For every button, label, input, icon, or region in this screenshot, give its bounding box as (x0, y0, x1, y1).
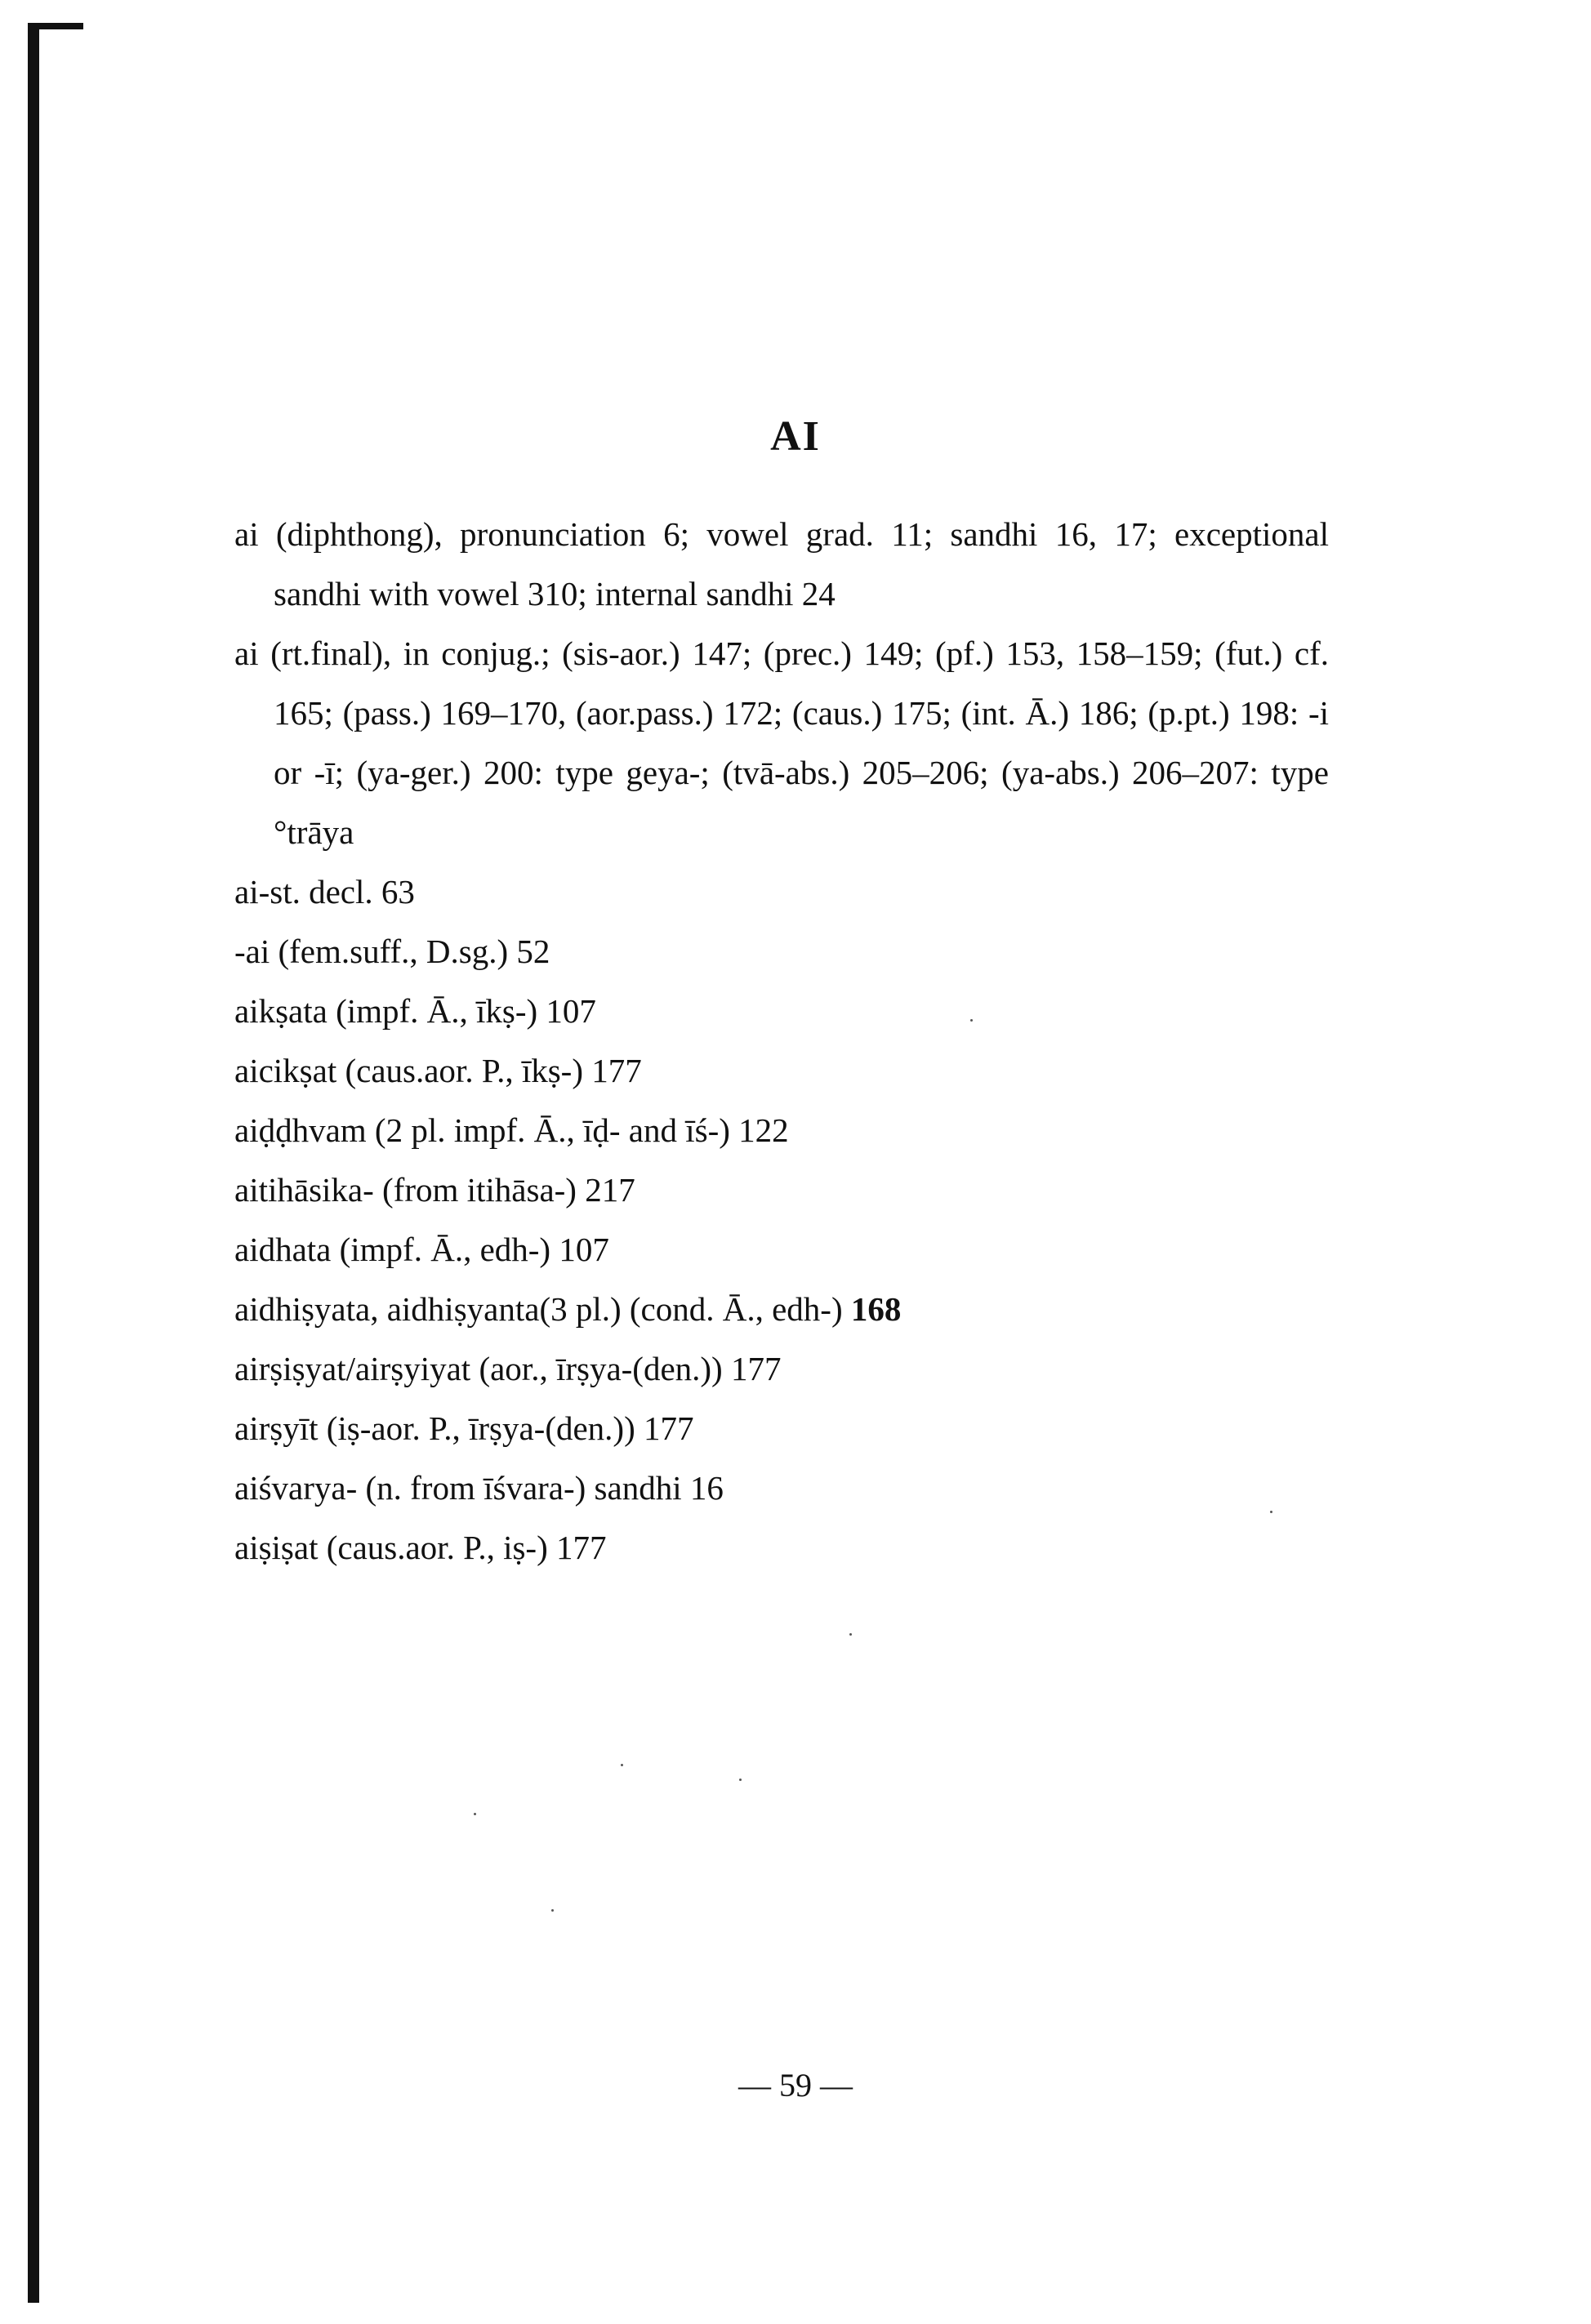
index-entry: ai (rt.final), in conjug.; (sis-aor.) 147; (prec.) 149; (pf.) 153, 158–159; (fut.) cf. 165; (pass.) 169–170, (aor.pass.) 172; (caus.) 175; (int. Ā.) 186; (p.pt.) 198: -i or -ī; (ya-ger.) 200: type geya-; (tvā-abs.) 205–206; (ya-abs.) 206–207: type °trāya (234, 634, 1329, 851)
index-entry: aitihāsika- (from itihāsa-) 217 (234, 1171, 635, 1209)
index-entry: aiḍḍhvam (2 pl. impf. Ā., īḍ- and īś-) 122 (234, 1111, 789, 1149)
index-entries (234, 505, 1329, 1578)
index-entry: airṣiṣyat/airṣyiyat (aor., īrṣya-(den.)) 177 (234, 1350, 782, 1387)
speck (621, 1764, 623, 1766)
section-heading: AI (770, 413, 821, 460)
bold-page-ref: 168 (850, 1290, 902, 1328)
index-entry: aicikṣat (caus.aor. P., īkṣ-) 177 (234, 1052, 642, 1089)
scan-edge-cap (28, 23, 83, 29)
index-entry: aiṣiṣat (caus.aor. P., iṣ-) 177 (234, 1529, 607, 1566)
index-entry: airṣyīt (iṣ-aor. P., īrṣya-(den.)) 177 (234, 1409, 694, 1447)
index-entry: ai (diphthong), pronunciation 6; vowel grad. 11; sandhi 16, 17; exceptional sandhi with vowel 310; internal sandhi 24 (234, 515, 1329, 612)
index-entry: aidhata (impf. Ā., edh-) 107 (234, 1231, 609, 1268)
index-entry: -ai (fem.suff., D.sg.) 52 (234, 933, 550, 970)
speck (970, 1019, 973, 1022)
index-entry: aikṣata (impf. Ā., īkṣ-) 107 (234, 992, 596, 1030)
index-entry: ai-st. decl. 63 (234, 873, 415, 910)
speck (1270, 1511, 1272, 1513)
speck (474, 1813, 476, 1815)
speck (551, 1909, 554, 1912)
speck (739, 1779, 742, 1781)
page-number: — 59 — (738, 2067, 853, 2104)
index-entry: aidhiṣyata, aidhiṣyanta(3 pl.) (cond. Ā., edh-) 168 (234, 1290, 902, 1328)
scan-edge-bar (28, 24, 39, 2303)
speck (849, 1633, 852, 1636)
index-entry: aiśvarya- (n. from īśvara-) sandhi 16 (234, 1469, 724, 1507)
